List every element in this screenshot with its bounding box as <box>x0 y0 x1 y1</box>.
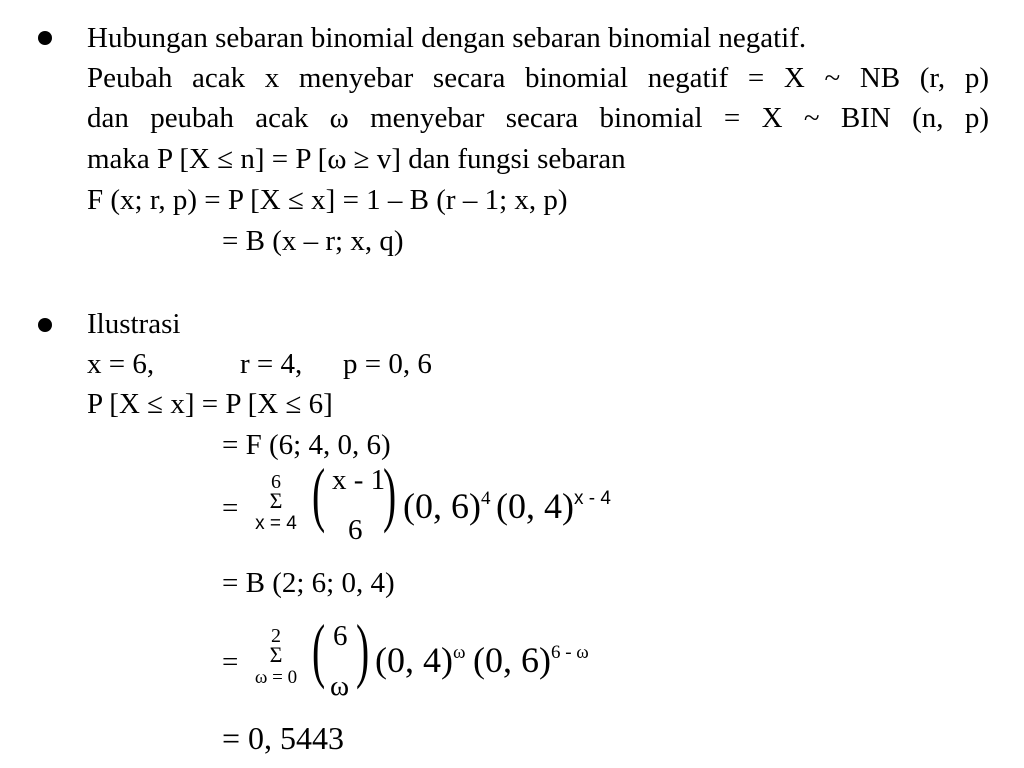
param-r: r = 4, <box>240 348 303 380</box>
sum2-term2: (0, 6)$^{6 - \omega}$ <box>473 640 589 680</box>
final-result: = 0, 5443 <box>222 720 345 756</box>
sum1-sigma <box>248 472 304 533</box>
sum1-lower-limit: x = 4 <box>255 513 297 534</box>
section1-line6: = B (x – r; x, q) <box>222 225 404 257</box>
left-paren-icon: ( <box>312 454 326 534</box>
section1-line2: Peubah acak x menyebar secara binomial negatif = X ~ NB (r, p) <box>87 62 989 94</box>
probability-line: P [X ≤ x] = P [X ≤ 6] <box>87 388 333 420</box>
sum1-term2: (0, 4)$^{x - 4}$ <box>496 486 611 526</box>
param-x: x = 6, <box>87 348 155 380</box>
sum2-sigma <box>248 626 304 687</box>
right-paren-icon: ) <box>356 610 370 690</box>
param-p: p = 0, 6 <box>343 348 432 380</box>
sum1-binom-bottom: 6 <box>348 514 363 546</box>
sum2-upper-limit: 2 <box>271 625 281 647</box>
section1-line4: maka P [X ≤ n] = P [ω ≥ v] dan fungsi sebaran <box>87 143 626 175</box>
sigma-icon: Σ <box>269 488 283 513</box>
section1-line1: Hubungan sebaran binomial dengan sebaran binomial negatif. <box>87 22 807 54</box>
sum1-upper-limit: 6 <box>271 471 281 493</box>
sum1-term1: (0, 6)$^4$ <box>403 486 491 526</box>
sum1-equals: = <box>222 492 239 524</box>
section1-line3: dan peubah acak ω menyebar secara binomial = X ~ BIN (n, p) <box>87 102 989 134</box>
illustration-title: Ilustrasi <box>87 308 181 340</box>
left-paren-icon: ( <box>312 610 326 690</box>
binomial-cdf-line: = B (2; 6; 0, 4) <box>222 567 395 599</box>
sum2-term1: (0, 4)$^\omega$ <box>375 640 466 680</box>
sum1-binom-top: x - 1 <box>332 464 386 496</box>
section1-line5: F (x; r, p) = P [X ≤ x] = 1 – B (r – 1; x, p) <box>87 184 568 216</box>
sum2-lower-limit: ω = 0 <box>254 667 298 688</box>
bullet-icon <box>38 318 52 332</box>
cdf-line: = F (6; 4, 0, 6) <box>222 429 391 461</box>
sigma-icon: Σ <box>269 642 283 667</box>
bullet-icon <box>38 31 52 45</box>
right-paren-icon: ) <box>383 454 397 534</box>
sum2-equals: = <box>222 646 239 678</box>
sum2-binom-top: 6 <box>333 620 348 652</box>
sum2-binom-bottom: ω <box>330 670 350 702</box>
